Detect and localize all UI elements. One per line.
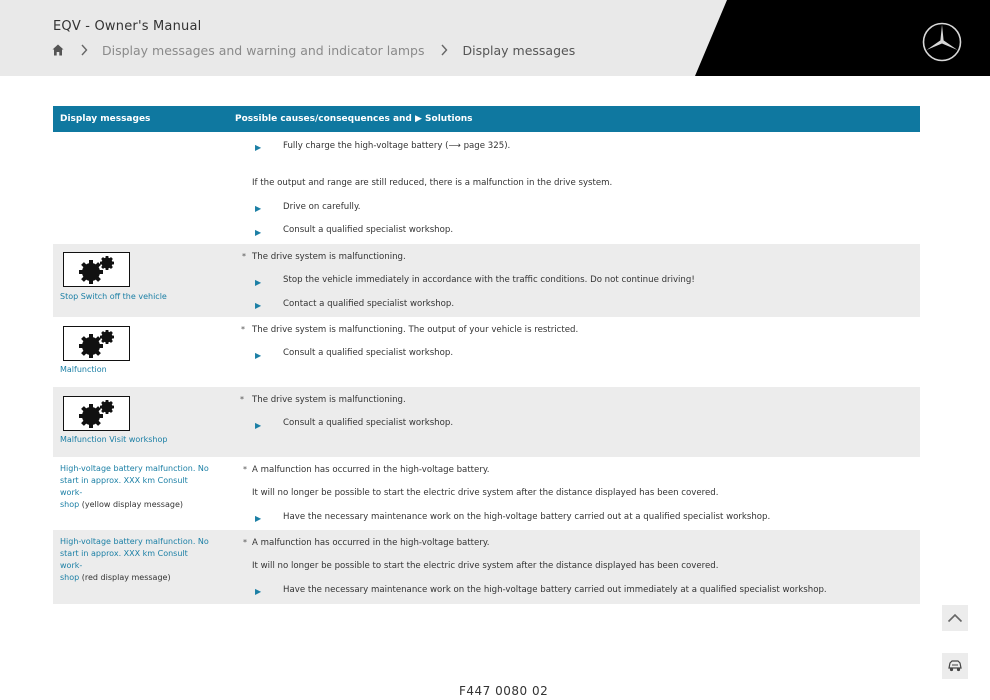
breadcrumb — [52, 41, 575, 59]
table-row — [53, 132, 920, 244]
solution-arrow-icon: ▶ — [255, 278, 262, 287]
chevron-up-icon — [947, 613, 963, 623]
bullet-icon: * — [241, 325, 245, 334]
solution-arrow-icon: ▶ — [255, 204, 262, 213]
table-header — [53, 106, 920, 132]
scroll-to-top-button[interactable] — [942, 605, 968, 631]
solution-step: Consult a qualified specialist workshop. — [283, 225, 454, 235]
column-header-solutions: Possible causes/consequences and ▶ Solutions — [235, 114, 473, 124]
solution-step: Stop the vehicle immediately in accordance with the traffic conditions. Do not continue driving! — [283, 275, 695, 285]
breadcrumb-item-lamps[interactable]: Display messages and warning and indicator lamps — [102, 42, 425, 58]
consequence-text: It will no longer be possible to start the electric drive system after the distance displayed has been covered. — [252, 488, 719, 498]
table-row — [53, 387, 920, 457]
solution-step: Consult a qualified specialist workshop. — [283, 348, 454, 358]
vehicle-icon — [947, 659, 963, 673]
chevron-right-icon — [80, 44, 88, 56]
solution-arrow-icon: ▶ — [255, 228, 262, 237]
cause-text: The drive system is malfunctioning. — [252, 252, 406, 262]
solution-arrow-icon: ▶ — [255, 421, 262, 430]
drive-system-gears-icon — [63, 396, 130, 431]
bullet-icon: * — [243, 465, 247, 474]
solution-step: Consult a qualified specialist workshop. — [283, 418, 454, 428]
table-row — [53, 530, 920, 604]
display-message-caption: Malfunction — [60, 365, 107, 374]
drive-system-gears-icon — [63, 252, 130, 287]
display-messages-table — [53, 106, 920, 604]
consequence-text: It will no longer be possible to start the electric drive system after the distance displayed has been covered. — [252, 561, 719, 571]
solution-step: Contact a qualified specialist workshop. — [283, 299, 455, 309]
solution-step: Fully charge the high-voltage battery (⟶ page 325). — [283, 141, 511, 151]
solution-step: Drive on carefully. — [283, 202, 361, 212]
header-bar — [0, 0, 990, 76]
display-message-text: High-voltage battery malfunction. No start in approx. XXX km Consult work- shop (yellow display message) — [60, 464, 209, 509]
figure-code: F447 0080 02 — [459, 684, 549, 698]
solution-arrow-icon: ▶ — [255, 514, 262, 523]
display-message-text: High-voltage battery malfunction. No start in approx. XXX km Consult work- shop (red display message) — [60, 537, 209, 582]
breadcrumb-item-display-messages: Display messages — [462, 42, 576, 58]
cause-text: The drive system is malfunctioning. — [252, 395, 406, 405]
bullet-icon: * — [240, 395, 244, 404]
solution-step: Have the necessary maintenance work on the high-voltage battery carried out at a qualified specialist workshop. — [283, 512, 771, 522]
table-row — [53, 457, 920, 530]
solution-step: Have the necessary maintenance work on the high-voltage battery carried out immediately at a qualified specialist workshop. — [283, 585, 827, 595]
bullet-icon: * — [243, 538, 247, 547]
cause-text: If the output and range are still reduced, there is a malfunction in the drive system. — [252, 178, 613, 188]
solution-arrow-icon: ▶ — [255, 301, 262, 310]
solution-arrow-icon: ▶ — [255, 143, 262, 152]
display-message-caption: Stop Switch off the vehicle — [60, 292, 167, 301]
drive-system-gears-icon — [63, 326, 130, 361]
app-title: EQV - Owner's Manual — [53, 19, 202, 34]
home-icon[interactable] — [52, 44, 64, 56]
display-message-caption: Malfunction Visit workshop — [60, 435, 168, 444]
bullet-icon: * — [242, 252, 246, 261]
solution-arrow-icon: ▶ — [255, 587, 262, 596]
cause-text: A malfunction has occurred in the high-voltage battery. — [252, 465, 490, 475]
table-row — [53, 244, 920, 317]
table-row — [53, 317, 920, 387]
column-header-display-messages: Display messages — [60, 114, 151, 124]
cause-text: A malfunction has occurred in the high-voltage battery. — [252, 538, 490, 548]
vehicle-button[interactable] — [942, 653, 968, 679]
chevron-right-icon — [440, 44, 448, 56]
solution-arrow-icon: ▶ — [255, 351, 262, 360]
cause-text: The drive system is malfunctioning. The output of your vehicle is restricted. — [252, 325, 579, 335]
mercedes-star-icon[interactable] — [922, 22, 962, 62]
